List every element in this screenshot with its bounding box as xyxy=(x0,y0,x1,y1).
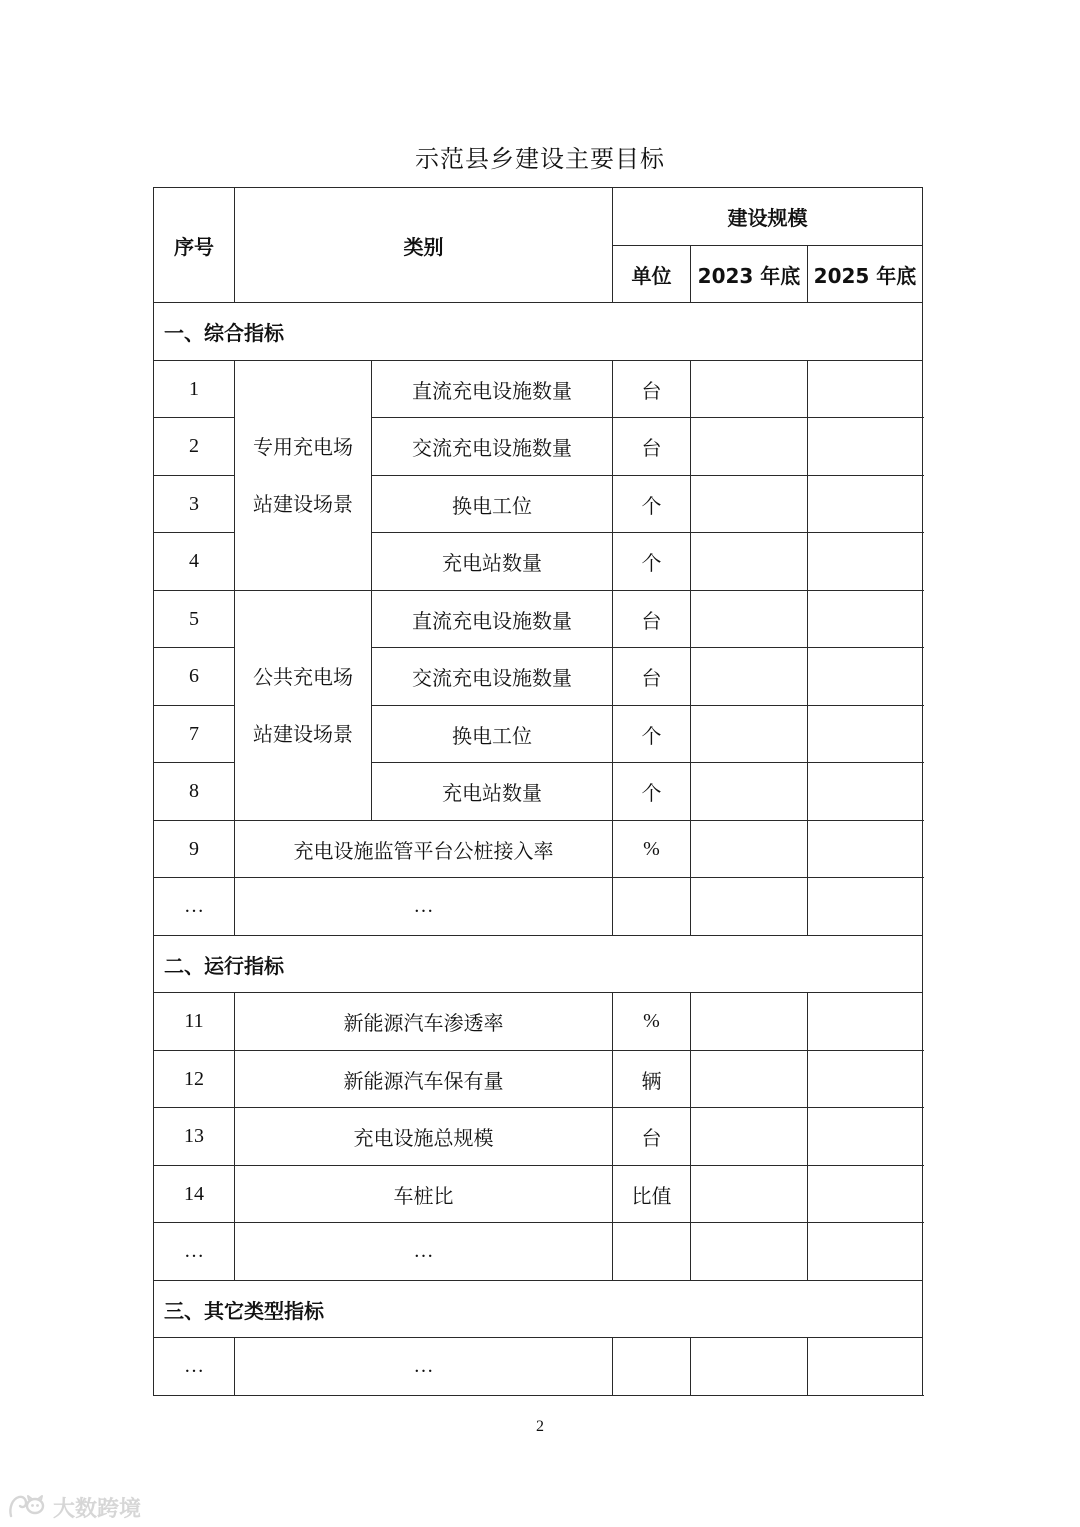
cell-2023 xyxy=(691,361,808,418)
cell-2023 xyxy=(691,763,808,821)
row-number: 14 xyxy=(154,1166,235,1223)
row-item: 充电设施总规模 xyxy=(235,1108,613,1166)
cell-2025 xyxy=(808,533,923,591)
group-label-line: 专用充电场 xyxy=(253,434,353,459)
row-number: … xyxy=(154,1338,235,1396)
row-number: 2 xyxy=(154,418,235,476)
row-unit: 比值 xyxy=(613,1166,691,1223)
header-seq: 序号 xyxy=(154,188,235,303)
section-label: 一、综合指标 xyxy=(154,303,923,361)
row-unit: 台 xyxy=(613,648,691,706)
row-number: 13 xyxy=(154,1108,235,1166)
cell-2023 xyxy=(691,1051,808,1108)
row-item: 换电工位 xyxy=(372,706,613,763)
row-item: 直流充电设施数量 xyxy=(372,591,613,648)
goals-table xyxy=(153,187,923,1396)
row-unit xyxy=(613,1338,691,1396)
cell-2025 xyxy=(808,361,923,418)
cell-2025 xyxy=(808,706,923,763)
section-row xyxy=(154,1281,923,1338)
row-unit: 台 xyxy=(613,361,691,418)
section-row xyxy=(154,303,923,361)
table-row xyxy=(154,878,923,936)
cell-2025 xyxy=(808,821,923,878)
group-label-line: 站建设场景 xyxy=(253,491,353,516)
cell-2025 xyxy=(808,418,923,476)
row-item: … xyxy=(235,878,613,936)
cell-2023 xyxy=(691,1338,808,1396)
row-number: 4 xyxy=(154,533,235,591)
page-title: 示范县乡建设主要目标 xyxy=(415,145,665,173)
row-item: 充电站数量 xyxy=(372,763,613,821)
cell-2023 xyxy=(691,878,808,936)
section-label: 二、运行指标 xyxy=(154,936,923,993)
row-unit: % xyxy=(613,821,691,878)
row-number: 3 xyxy=(154,476,235,533)
cell-2023 xyxy=(691,418,808,476)
group-label-line: 公共充电场 xyxy=(253,664,353,689)
header-unit: 单位 xyxy=(613,246,691,303)
cell-2025 xyxy=(808,591,923,648)
row-unit: 台 xyxy=(613,1108,691,1166)
group-label xyxy=(235,361,372,591)
row-unit: 个 xyxy=(613,706,691,763)
cell-2023 xyxy=(691,1223,808,1281)
section-label: 三、其它类型指标 xyxy=(154,1281,923,1338)
cell-2025 xyxy=(808,1223,923,1281)
row-unit: 台 xyxy=(613,591,691,648)
cell-2025 xyxy=(808,476,923,533)
row-item: 交流充电设施数量 xyxy=(372,418,613,476)
table-row xyxy=(154,1338,923,1396)
cat-logo-icon xyxy=(8,1494,48,1520)
cell-2025 xyxy=(808,878,923,936)
row-number: … xyxy=(154,878,235,936)
table-row xyxy=(154,591,923,648)
table-row xyxy=(154,1166,923,1223)
row-number: 8 xyxy=(154,763,235,821)
cell-2025 xyxy=(808,1166,923,1223)
cell-2025 xyxy=(808,1051,923,1108)
row-item: 新能源汽车渗透率 xyxy=(235,993,613,1051)
row-item: 车桩比 xyxy=(235,1166,613,1223)
row-unit xyxy=(613,878,691,936)
table-row xyxy=(154,993,923,1051)
row-number: 5 xyxy=(154,591,235,648)
row-item: 换电工位 xyxy=(372,476,613,533)
row-item: … xyxy=(235,1338,613,1396)
row-number: 9 xyxy=(154,821,235,878)
cell-2023 xyxy=(691,648,808,706)
row-unit: 个 xyxy=(613,476,691,533)
group-label-line: 站建设场景 xyxy=(253,721,353,746)
watermark xyxy=(8,1490,141,1524)
cell-2025 xyxy=(808,993,923,1051)
cell-2025 xyxy=(808,1108,923,1166)
cell-2023 xyxy=(691,706,808,763)
row-number: … xyxy=(154,1223,235,1281)
row-item: … xyxy=(235,1223,613,1281)
row-item: 充电站数量 xyxy=(372,533,613,591)
header-row xyxy=(154,188,923,246)
table-row xyxy=(154,821,923,878)
row-unit: 台 xyxy=(613,418,691,476)
group-label xyxy=(235,591,372,821)
table-row xyxy=(154,1223,923,1281)
cell-2025 xyxy=(808,763,923,821)
watermark-text: 大数跨境 xyxy=(53,1496,142,1522)
table-row xyxy=(154,361,923,418)
cell-2023 xyxy=(691,591,808,648)
cell-2023 xyxy=(691,993,808,1051)
row-unit: 个 xyxy=(613,763,691,821)
cell-2023 xyxy=(691,1108,808,1166)
header-category: 类别 xyxy=(235,188,613,303)
row-item: 直流充电设施数量 xyxy=(372,361,613,418)
page-number: 2 xyxy=(536,1418,544,1435)
row-item: 充电设施监管平台公桩接入率 xyxy=(235,821,613,878)
row-item: 交流充电设施数量 xyxy=(372,648,613,706)
row-item: 新能源汽车保有量 xyxy=(235,1051,613,1108)
row-unit: % xyxy=(613,993,691,1051)
table-row xyxy=(154,1108,923,1166)
cell-2023 xyxy=(691,1166,808,1223)
row-number: 7 xyxy=(154,706,235,763)
cell-2023 xyxy=(691,476,808,533)
cell-2023 xyxy=(691,821,808,878)
header-year-2025: 2025 年底 xyxy=(808,246,923,303)
row-unit: 辆 xyxy=(613,1051,691,1108)
row-unit xyxy=(613,1223,691,1281)
row-unit: 个 xyxy=(613,533,691,591)
cell-2025 xyxy=(808,648,923,706)
row-number: 11 xyxy=(154,993,235,1051)
row-number: 1 xyxy=(154,361,235,418)
header-year-2023: 2023 年底 xyxy=(691,246,808,303)
header-scale: 建设规模 xyxy=(613,188,923,246)
table-row xyxy=(154,1051,923,1108)
cell-2023 xyxy=(691,533,808,591)
row-number: 6 xyxy=(154,648,235,706)
cell-2025 xyxy=(808,1338,923,1396)
section-row xyxy=(154,936,923,993)
row-number: 12 xyxy=(154,1051,235,1108)
